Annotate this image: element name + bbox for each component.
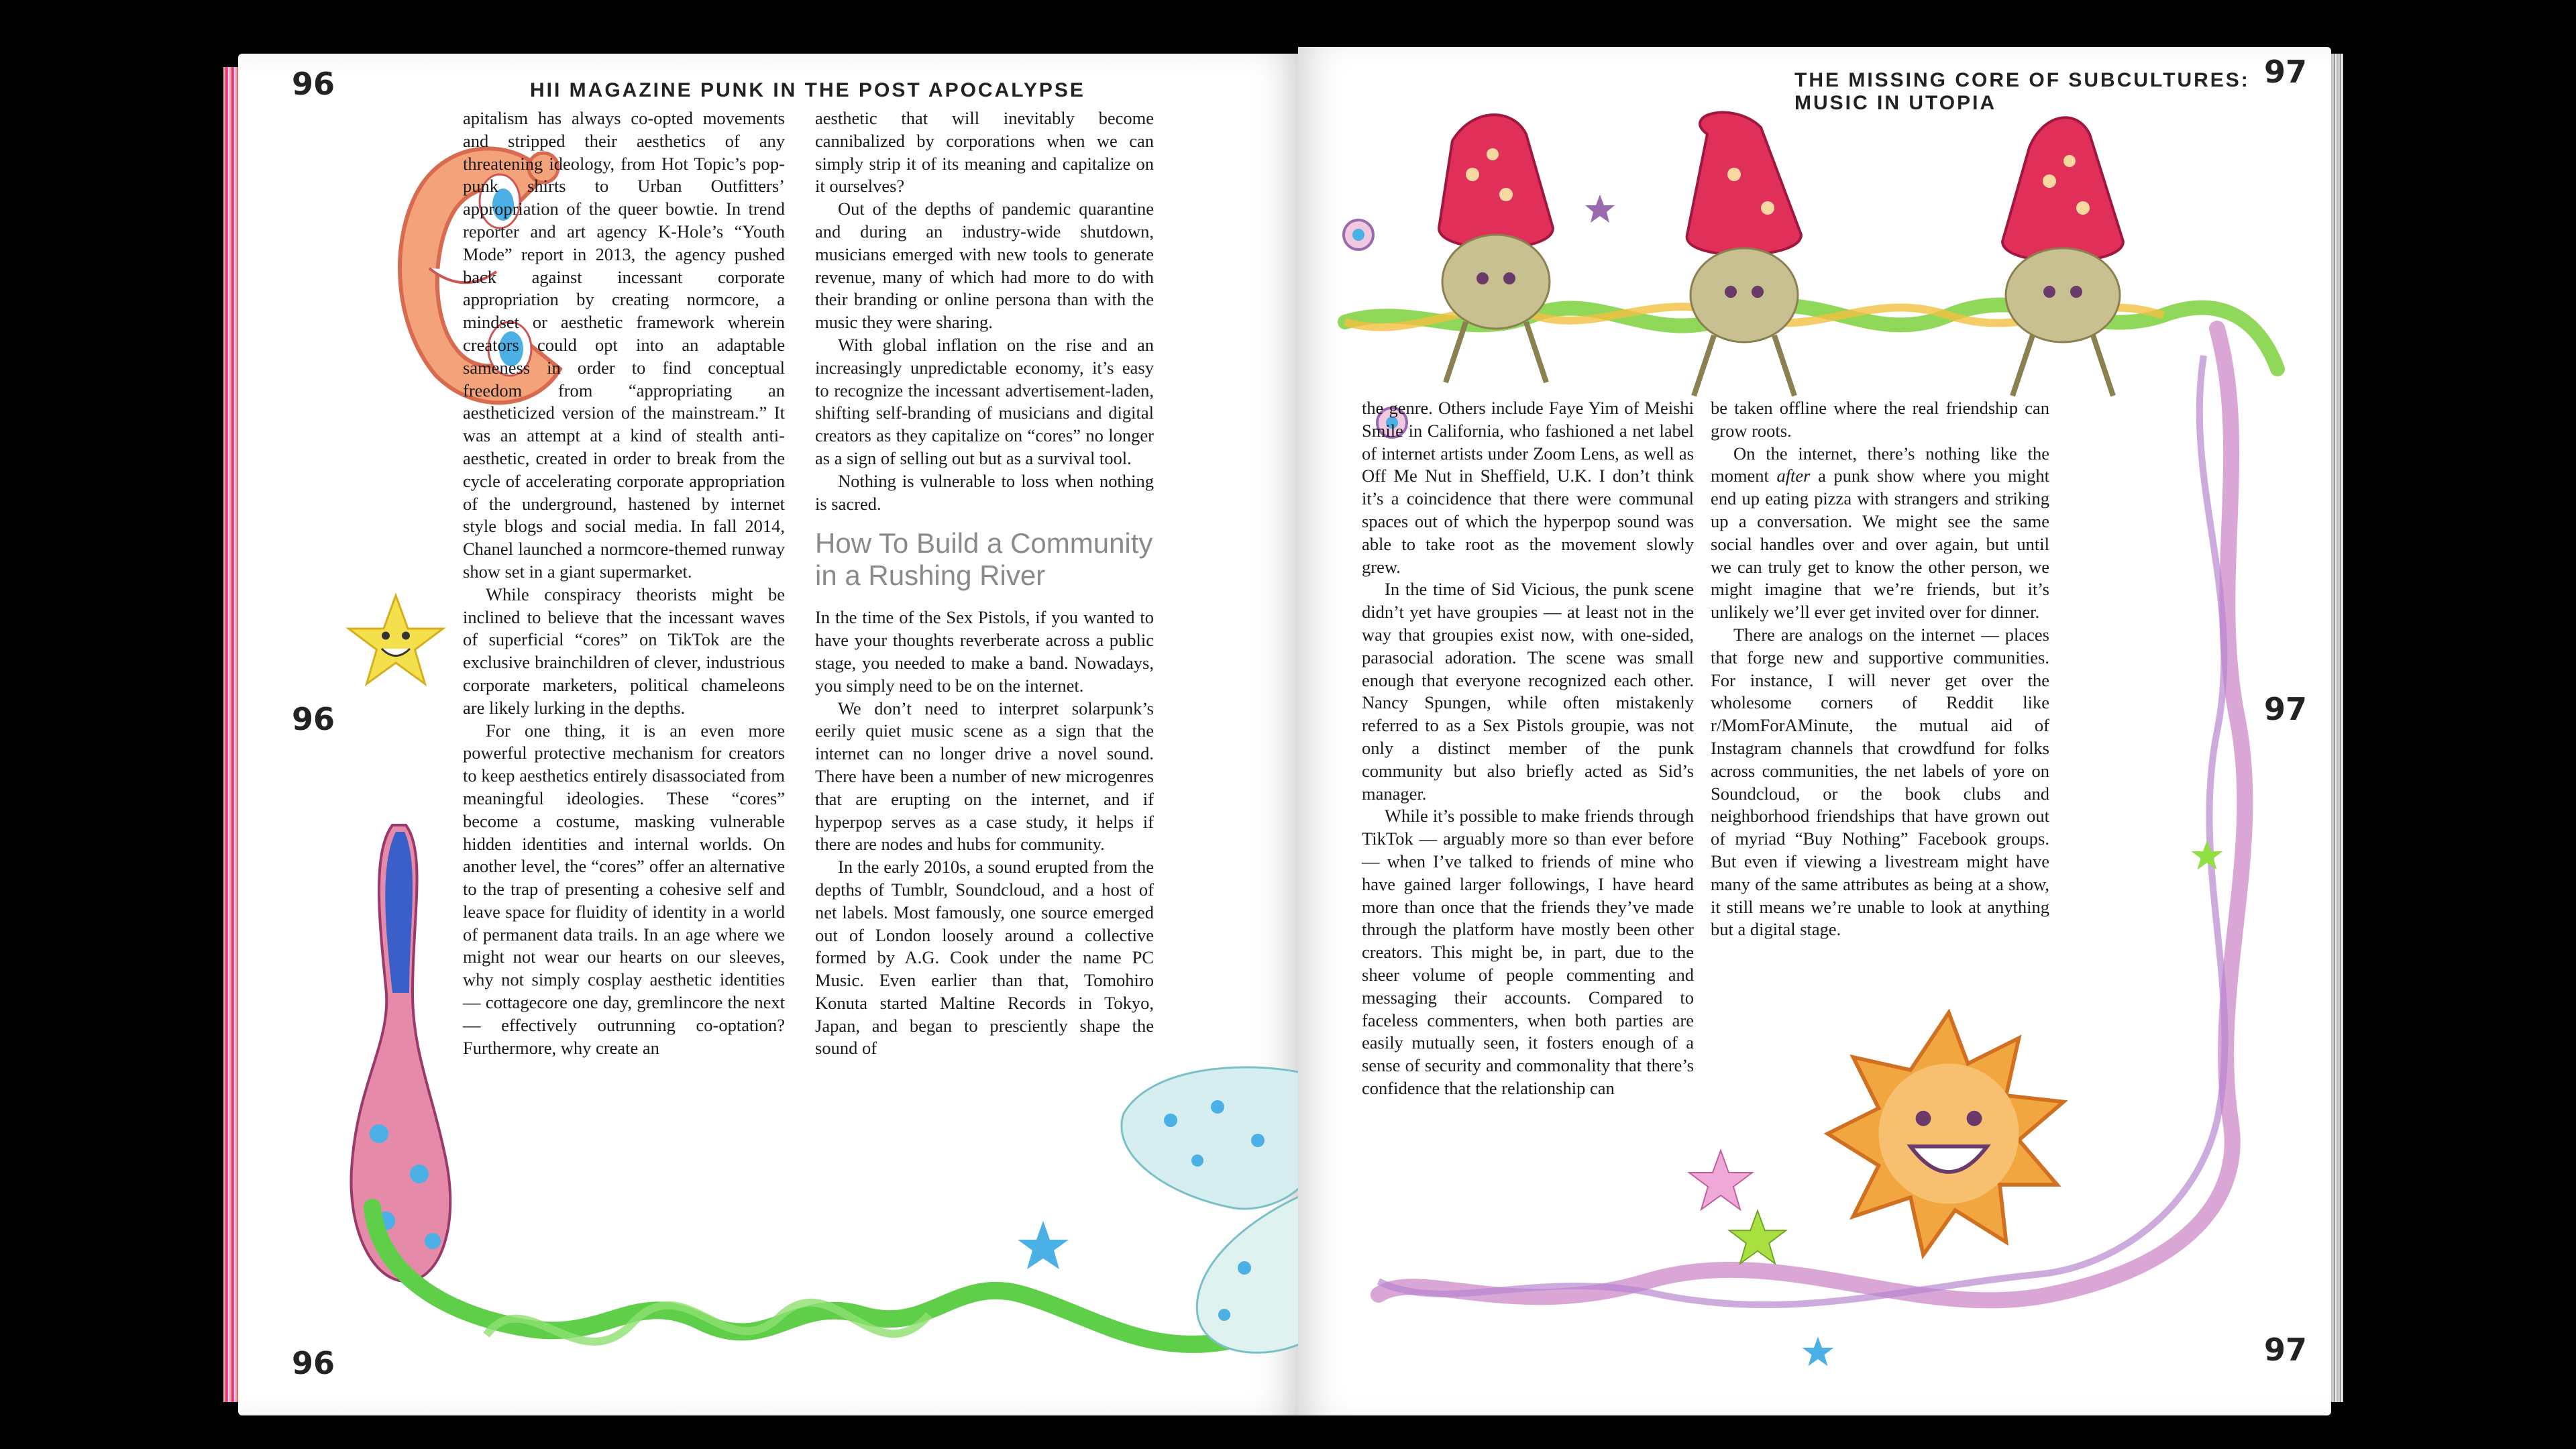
green-star-icon xyxy=(1727,1208,1788,1268)
running-head: THE MISSING CORE OF SUBCULTURES: MUSIC IN UTOPIA xyxy=(1794,69,2250,114)
magazine-spread xyxy=(238,47,2331,1422)
folio-top: 96 xyxy=(292,66,335,102)
folio-bottom: 96 xyxy=(292,1345,335,1381)
paragraph: With global inflation on the rise and an increasingly unpredictable economy, it’s easy to recognize the incessant advertisement-laden, shifting self-branding of musicians and digital creators as they capitalize on “cores” no longer as a sign of selling out but as a survival tool. xyxy=(815,334,1154,468)
paragraph: Out of the depths of pandemic quarantine and during an industry-wide shutdown, musicians emerged with new tools to generate revenue, many of which had more to do with their branding or online persona than with the music they were sharing. xyxy=(815,199,1154,333)
right-page xyxy=(1298,47,2331,1415)
folio-middle: 97 xyxy=(2264,691,2308,727)
right-column-1 xyxy=(1362,397,1694,1100)
emphasis: after xyxy=(1776,466,1811,486)
text-span: a punk show where you might end up eating pizza with strangers and striking up a conversation. We might see the same social handles over and over again, but until we can truly get to know the other person, we might imagine that we’re friends, but it’s unlikely we’ll ever get invited over for dinner. xyxy=(1711,466,2049,623)
paragraph: While it’s possible to make friends through TikTok — arguably more so than ever before — when I’ve talked to friends of mine who have gained larger followings, I have heard more than once that the friends they’ve made through the platform have mostly been other creators. This might be, in part, due to the sheer volume of people commenting and messaging their accounts. Compared to faceless commenters, when both parties are easily mutually seen, it fosters enough of a sense of security and commonality that there’s confidence that the relationship can xyxy=(1362,806,1694,1098)
paragraph xyxy=(1711,443,2049,624)
paragraph: For one thing, it is an even more powerful protective mechanism for creators to keep aesthetics entirely disassociated from meaningful ideologies. These “cores” become a costume, masking vulnerable hidden identities and internal worlds. On another level, the “cores” offer an alternative to the trap of presenting a cohesive self and leave space for fluidity of identity in a world of permanent data trails. In an age where we might not wear our hearts on our sleeves, why not simply cosplay aesthetic identities — cottagecore one day, gremlincore the next — effectively outrunning co-optation? Furthermore, why create an xyxy=(463,720,785,1058)
small-blue-star-icon xyxy=(1801,1335,1835,1368)
running-head: HII MAGAZINE PUNK IN THE POST APOCALYPSE xyxy=(530,79,1085,101)
paragraph: In the early 2010s, a sound erupted from the depths of Tumblr, Soundcloud, and a host of net labels. Most famously, one source emerged out of London loosely around a collective formed by A.G. Cook under the name PC Music. Even earlier than that, Tomohiro Konuta started Maltine Records in Tokyo, Japan, and began to presciently shape the sound of xyxy=(815,857,1154,1059)
paragraph: aesthetic that will inevitably become cannibalized by corporations when we can simply strip it of its meaning and capitalize on it ourselves? xyxy=(815,108,1154,197)
paragraph: be taken offline where the real friendship can grow roots. xyxy=(1711,398,2049,441)
left-column-1 xyxy=(463,107,785,1059)
butterfly-wing-illustration xyxy=(1110,1046,1311,1368)
paragraph: apitalism has always co-opted movements and stripped their aesthetics of any threatening ideology, from Hot Topic’s pop-punk shirts to Urban Outfitters’ appropriation of the queer bowtie. In trend reporter and art agency K-Hole’s “Youth Mode” report in 2013, the agency pushed back against incessant corporate appropriation by creating normcore, a mindset or aesthetic framework wherein creators could opt into an adaptable sameness in order to find conceptual freedom from “appropriating an aestheticized version of the mainstream.” It was an attempt at a kind of stealth anti-aesthetic, created in order to break from the cycle of accelerating corporate appropriation of the underground, hastened by internet style blogs and social media. In fall 2014, Chanel launched a normcore-themed runway show set in a giant supermarket. xyxy=(463,108,785,582)
folio-middle: 96 xyxy=(292,701,335,737)
paragraph: In the time of Sid Vicious, the punk scene didn’t yet have groupies — at least not in the way that groupies exist now, with one-sided, parasocial adoration. The scene was small enough that everyone recognized each other. Nancy Spungen, while often mistakenly referred to as a Sex Pistols groupie, was not only a distinct member of the punk community but also briefly acted as Sid’s manager. xyxy=(1362,579,1694,804)
paragraph: While conspiracy theorists might be inclined to believe that the incessant waves of superficial “cores” on TikTok are the exclusive brainchildren of clever, industrious corporate marketers, political chameleons are likely lurking in the depths. xyxy=(463,584,785,718)
paragraph: Nothing is vulnerable to loss when nothing is sacred. xyxy=(815,470,1154,514)
smiling-star-icon xyxy=(345,590,446,691)
folio-bottom: 97 xyxy=(2264,1332,2308,1368)
folio-top: 97 xyxy=(2264,54,2308,90)
paragraph: the genre. Others include Faye Yim of Meishi Smile in California, who fashioned a net label of internet artists under Zoom Lens, as well as Off Me Nut in Sheffield, U.K. I don’t think it’s a coincidence that there were communal spaces out of which the hyperpop sound was able to take root as the movement slowly grew. xyxy=(1362,398,1694,577)
paragraph: In the time of the Sex Pistols, if you wanted to have your thoughts reverberate across a public stage, you needed to make a band. Nowadays, you simply need to be on the internet. xyxy=(815,607,1154,696)
left-page xyxy=(238,54,1301,1415)
right-column-2 xyxy=(1711,397,2049,941)
section-heading: How To Build a Community in a Rushing River xyxy=(815,527,1153,592)
text-span: On the internet, there’s nothing like the moment xyxy=(1711,443,2049,486)
pink-star-icon xyxy=(1687,1147,1754,1214)
paragraph: There are analogs on the internet — places that forge new and supportive communities. For instance, I will never get over the wholesome corners of Reddit like r/MomForAMinute, the mutual aid of Instagram channels that crowdfund for folks across communities, the net labels of yore on Soundcloud, or the book clubs and neighborhood friendships that have grown out of myriad “Buy Nothing” Facebook groups. But even if viewing a livestream might have many of the same attributes as being at a show, it still means we’re unable to look at anything but a digital stage. xyxy=(1711,624,2049,940)
smiling-sun-icon xyxy=(1821,1006,2076,1261)
paragraph: We don’t need to interpret solarpunk’s eerily quiet music scene as a sign that the internet can no longer drive a novel sound. There have been a number of new microgenres that are erupting on the internet, and if hyperpop serves as a case study, it helps if there are nodes and hubs for community. xyxy=(815,698,1154,855)
small-green-star-icon xyxy=(2190,839,2224,872)
left-column-2 xyxy=(815,107,1154,1060)
